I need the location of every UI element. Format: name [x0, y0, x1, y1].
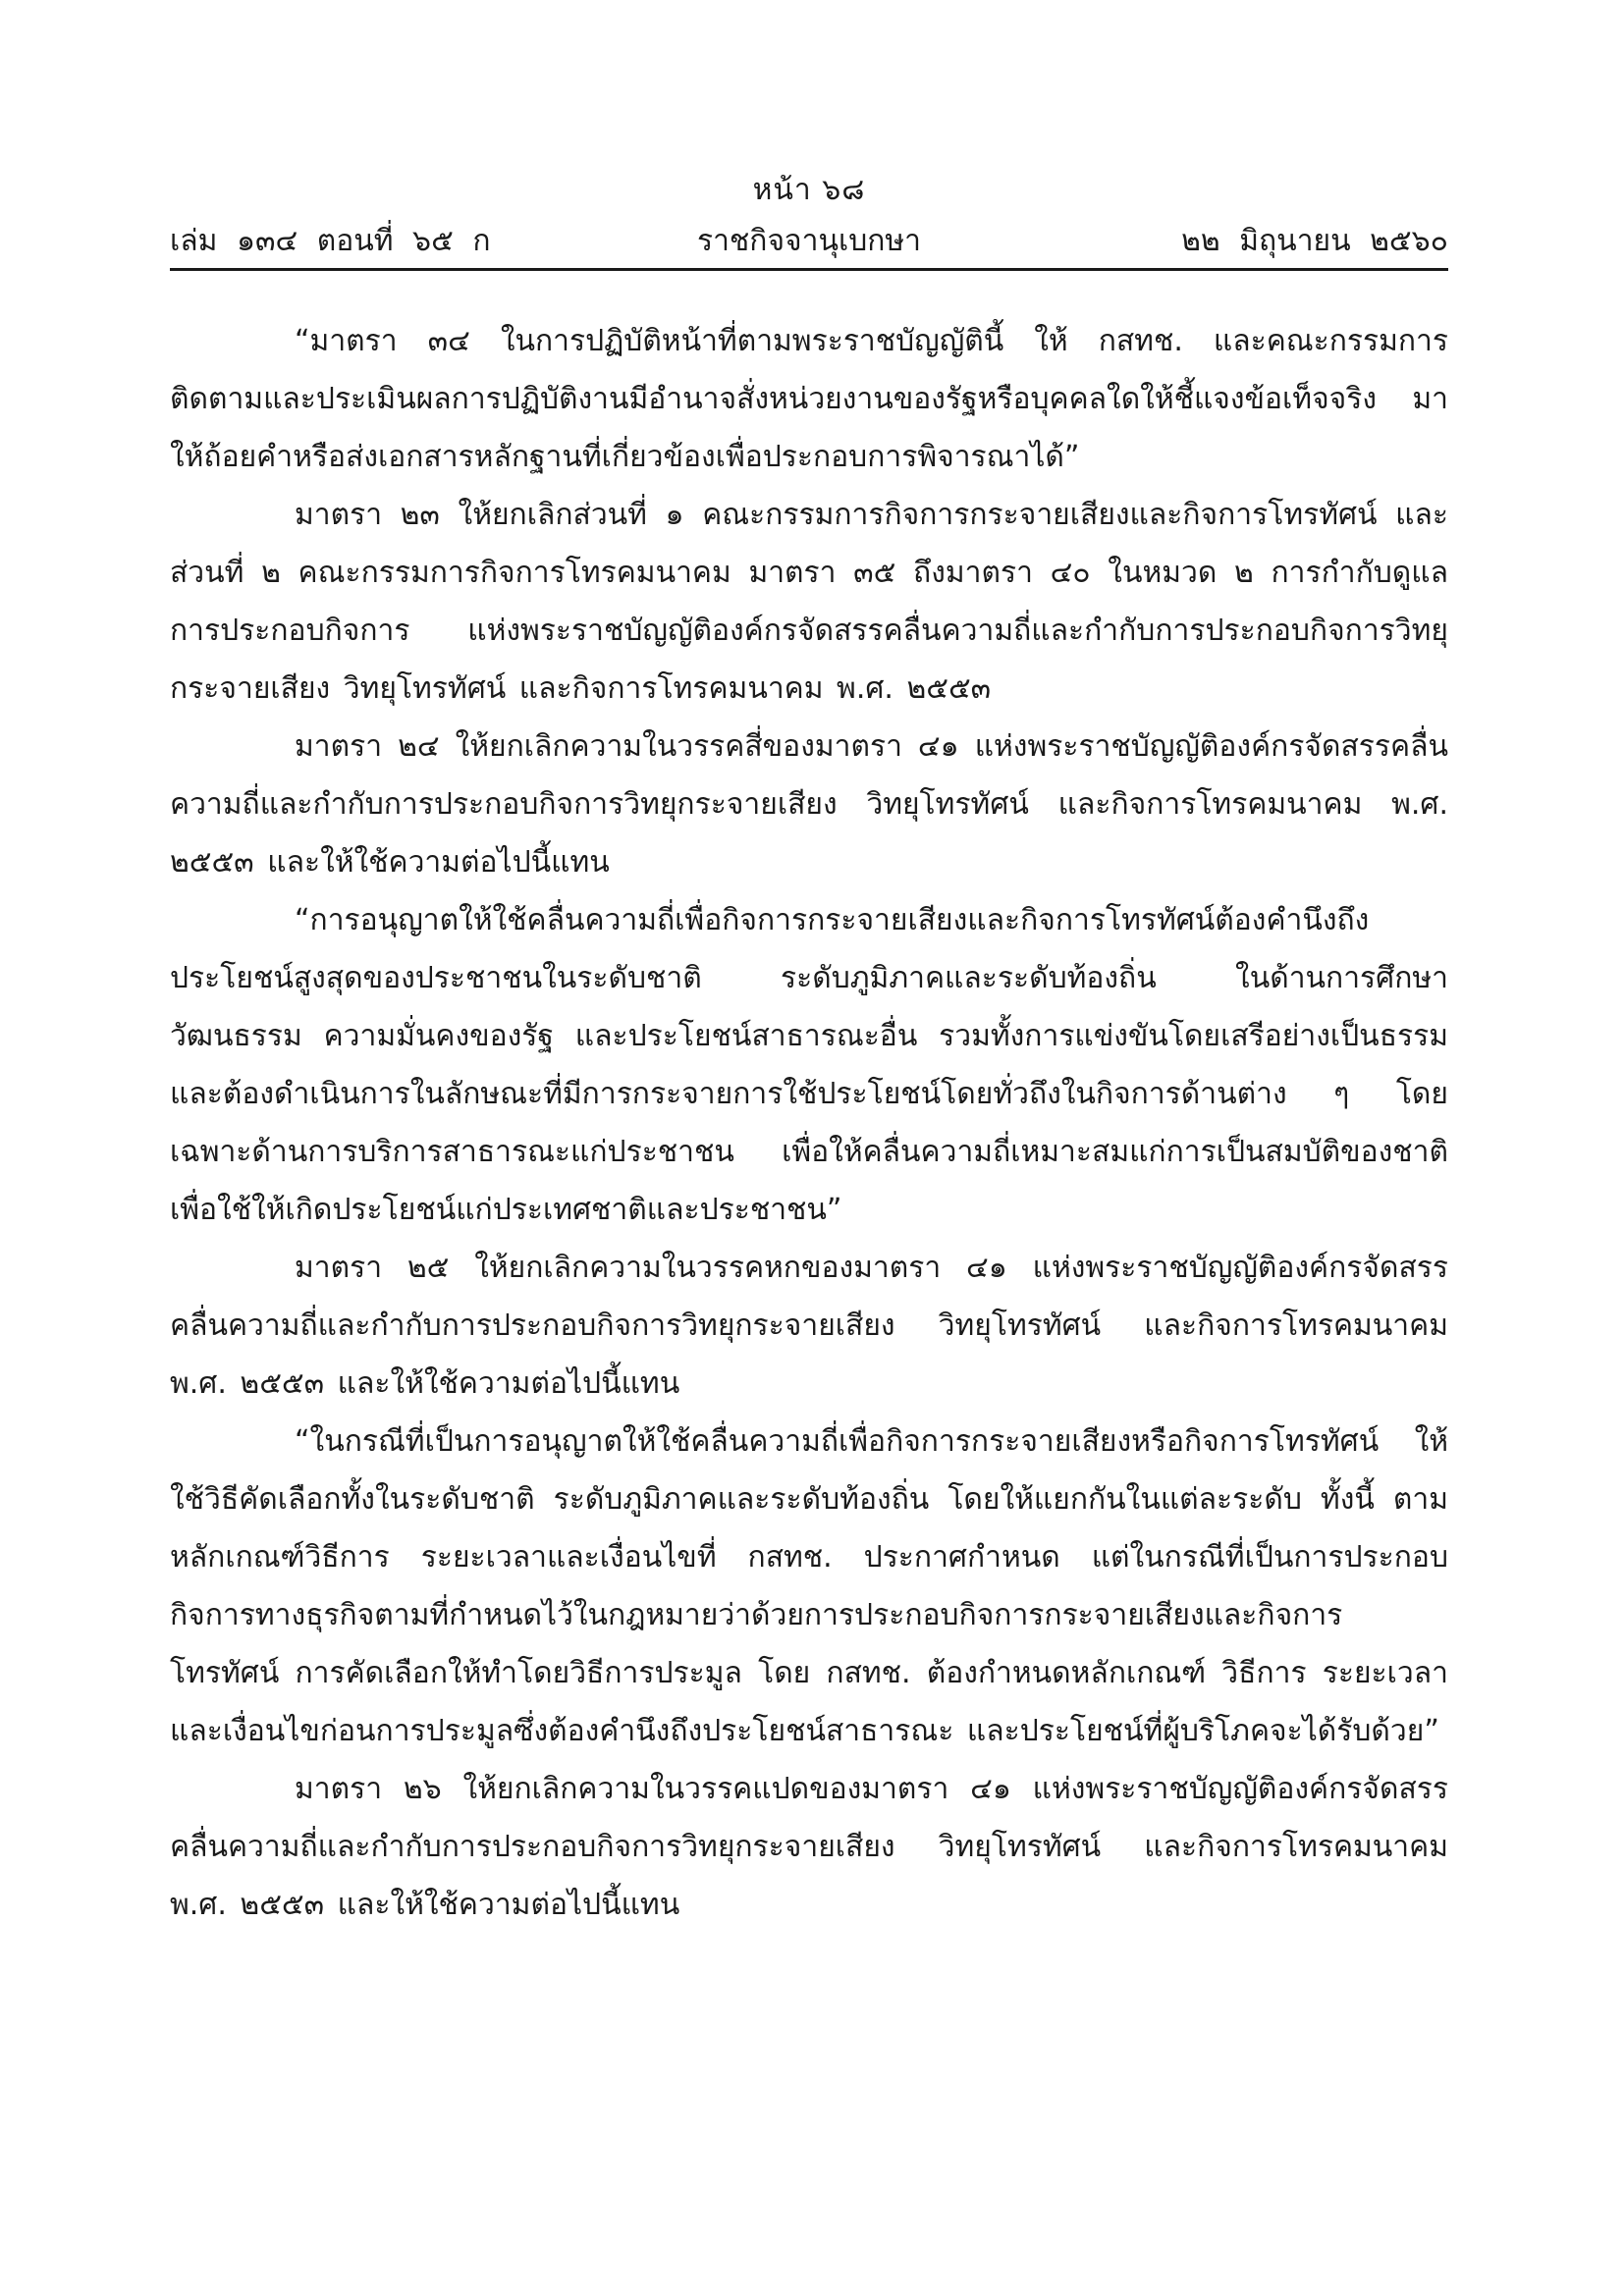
page-header [170, 167, 1448, 275]
header-row [170, 218, 1448, 267]
header-divider [170, 268, 1448, 271]
paragraph-section-26: มาตรา ๒๖ ให้ยกเลิกความในวรรคแปดของมาตรา ๔๑ แห่งพระราชบัญญัติองค์กรจัดสรรคลื่นความถี่และกำกับการประกอบกิจการวิทยุกระจายเสียง วิทยุโทรทัศน์ และกิจการโทรคมนาคม พ.ศ. ๒๕๕๓ และให้ใช้ความต่อไปนี้แทน [170, 1772, 1448, 1922]
paragraph-quote-section-24: “การอนุญาตให้ใช้คลื่นความถี่เพื่อกิจการกระจายเสียงและกิจการโทรทัศน์ต้องคำนึงถึงประโยชน์สูงสุดของประชาชนในระดับชาติ ระดับภูมิภาคและระดับท้องถิ่น ในด้านการศึกษา วัฒนธรรม ความมั่นคงของรัฐ และประโยชน์สาธารณะอื่น รวมทั้งการแข่งขันโดยเสรีอย่างเป็นธรรมและต้องดำเนินการในลักษณะที่มีการกระจายการใช้ประโยชน์โดยทั่วถึงในกิจการด้านต่าง ๆ โดยเฉพาะด้านการบริการสาธารณะแก่ประชาชน เพื่อให้คลื่นความถี่เหมาะสมแก่การเป็นสมบัติของชาติ เพื่อใช้ให้เกิดประโยชน์แก่ประเทศชาติและประชาชน” [170, 903, 1448, 1227]
paragraph-section-25: มาตรา ๒๕ ให้ยกเลิกความในวรรคหกของมาตรา ๔๑ แห่งพระราชบัญญัติองค์กรจัดสรรคลื่นความถี่และกำกับการประกอบกิจการวิทยุกระจายเสียง วิทยุโทรทัศน์ และกิจการโทรคมนาคม พ.ศ. ๒๕๕๓ และให้ใช้ความต่อไปนี้แทน [170, 1251, 1448, 1401]
paragraph-section-23: มาตรา ๒๓ ให้ยกเลิกส่วนที่ ๑ คณะกรรมการกิจการกระจายเสียงและกิจการโทรทัศน์ และส่วนที่ ๒ คณะกรรมการกิจการโทรคมนาคม มาตรา ๓๕ ถึงมาตรา ๔๐ ในหมวด ๒ การกำกับดูแลการประกอบกิจการ แห่งพระราชบัญญัติองค์กรจัดสรรคลื่นความถี่และกำกับการประกอบกิจการวิทยุกระจายเสียง วิทยุโทรทัศน์ และกิจการโทรคมนาคม พ.ศ. ๒๕๕๓ [170, 498, 1448, 706]
paragraph-section-24: มาตรา ๒๔ ให้ยกเลิกความในวรรคสี่ของมาตรา ๔๑ แห่งพระราชบัญญัติองค์กรจัดสรรคลื่นความถี่และกำกับการประกอบกิจการวิทยุกระจายเสียง วิทยุโทรทัศน์ และกิจการโทรคมนาคม พ.ศ. ๒๕๕๓ และให้ใช้ความต่อไปนี้แทน [170, 729, 1448, 880]
paragraph-section-34: “มาตรา ๓๔ ในการปฏิบัติหน้าที่ตามพระราชบัญญัตินี้ ให้ กสทช. และคณะกรรมการติดตามและประเมินผลการปฏิบัติงานมีอำนาจสั่งหน่วยงานของรัฐหรือบุคคลใดให้ชี้แจงข้อเท็จจริง มาให้ถ้อยคำหรือส่งเอกสารหลักฐานที่เกี่ยวข้องเพื่อประกอบการพิจารณาได้” [170, 324, 1448, 474]
page-number: หน้า ๖๘ [752, 173, 866, 207]
document-body [170, 312, 1448, 1934]
volume-issue: เล่ม ๑๓๔ ตอนที่ ๖๕ ก [170, 224, 491, 258]
paragraph-quote-section-25: “ในกรณีที่เป็นการอนุญาตให้ใช้คลื่นความถี่เพื่อกิจการกระจายเสียงหรือกิจการโทรทัศน์ ให้ใช้วิธีคัดเลือกทั้งในระดับชาติ ระดับภูมิภาคและระดับท้องถิ่น โดยให้แยกกันในแต่ละระดับ ทั้งนี้ ตามหลักเกณฑ์วิธีการ ระยะเวลาและเงื่อนไขที่ กสทช. ประกาศกำหนด แต่ในกรณีที่เป็นการประกอบกิจการทางธุรกิจตามที่กำหนดไว้ในกฎหมายว่าด้วยการประกอบกิจการกระจายเสียงและกิจการโทรทัศน์ การคัดเลือกให้ทำโดยวิธีการประมูล โดย กสทช. ต้องกำหนดหลักเกณฑ์ วิธีการ ระยะเวลาและเงื่อนไขก่อนการประมูลซึ่งต้องคำนึงถึงประโยชน์สาธารณะ และประโยชน์ที่ผู้บริโภคจะได้รับด้วย” [170, 1424, 1448, 1748]
publication-title: ราชกิจจานุเบกษา [696, 224, 922, 258]
publication-date: ๒๒ มิถุนายน ๒๕๖๐ [1181, 224, 1448, 258]
